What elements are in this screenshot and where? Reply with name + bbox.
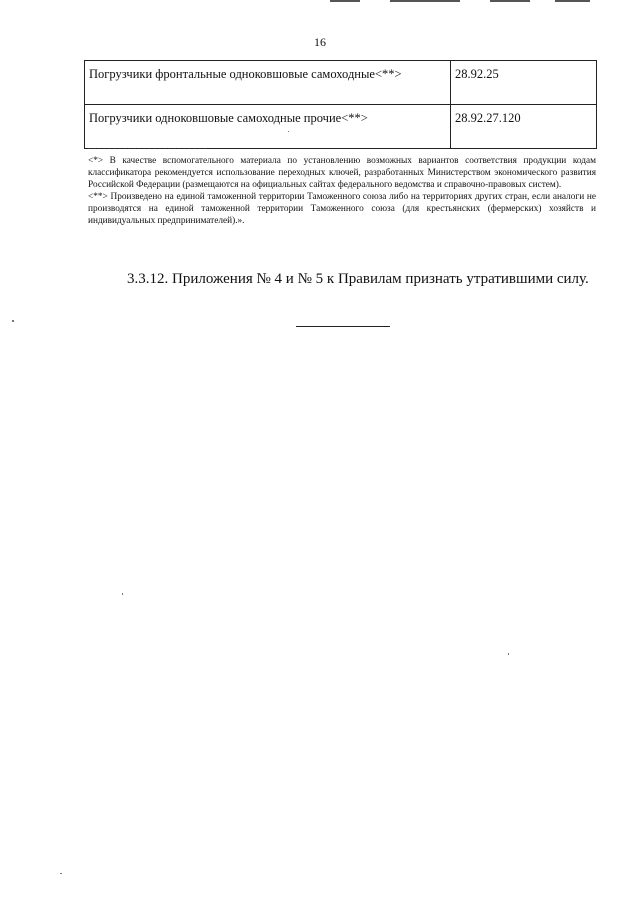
- scan-speck: [12, 320, 14, 322]
- footnote-1: <*> В качестве вспомогательного материала по установлению возможных вариантов соответствия продукции кодам классификатора рекомендуется использование переходных ключей, разработанных Министерством экономического развития Российской Федерации (размещаются на официальных сайтах федерального ведомства и справочно-правовых систем).: [88, 156, 596, 191]
- scan-speck: [508, 653, 509, 655]
- equipment-name-cell: Погрузчики одноковшовые самоходные прочие<**>: [85, 105, 451, 149]
- classifier-code-cell: 28.92.25: [451, 61, 597, 105]
- scan-top-edge-marks: [330, 0, 590, 4]
- table-row: [85, 105, 597, 149]
- scan-speck: [60, 873, 62, 874]
- classifier-code-cell: 28.92.27.120: [451, 105, 597, 149]
- equipment-name-cell: Погрузчики фронтальные одноковшовые самоходные<**>: [85, 61, 451, 105]
- page-number: 16: [314, 35, 326, 49]
- equipment-codes-table: [84, 60, 597, 149]
- scan-speck: [288, 131, 289, 132]
- clause-3-3-12: 3.3.12. Приложения № 4 и № 5 к Правилам признать утратившими силу.: [127, 271, 589, 287]
- footnote-2: <**> Произведено на единой таможенной территории Таможенного союза либо на территориях других стран, если аналоги не производятся на единой таможенной территории Таможенного союза (для крестьянских (фермерских) хозяйств и индивидуальных предпринимателей).».: [88, 192, 596, 227]
- end-of-text-rule: [296, 326, 390, 327]
- footnote-separator: [88, 148, 206, 149]
- footnotes: [88, 155, 596, 228]
- table-row: [85, 61, 597, 105]
- scan-speck: [122, 593, 123, 595]
